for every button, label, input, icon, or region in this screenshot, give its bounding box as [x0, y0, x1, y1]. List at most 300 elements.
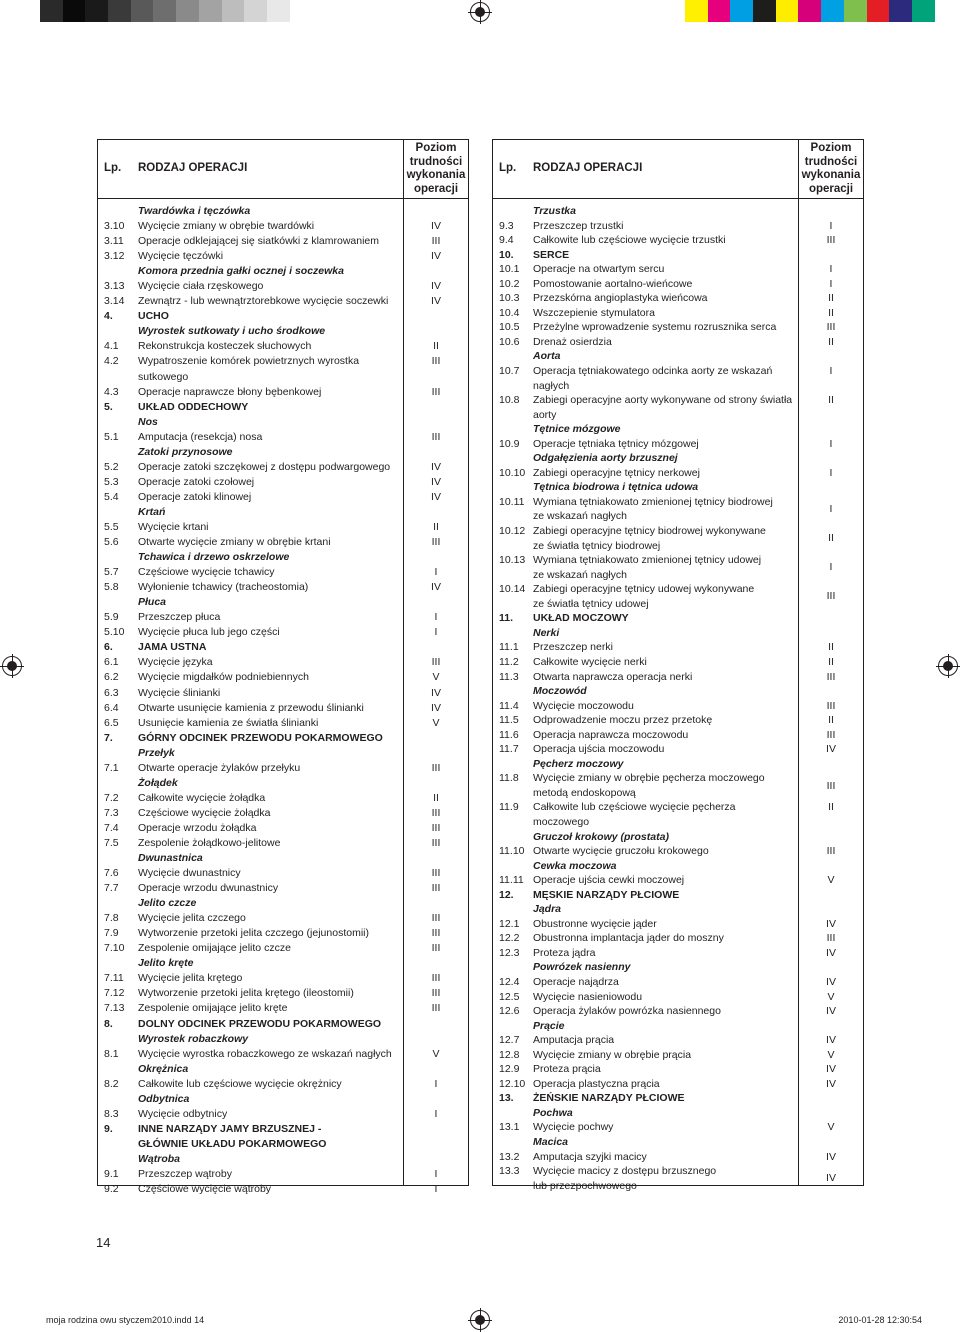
operation-name: Dwunastnica: [138, 852, 203, 865]
table-row: [98, 1107, 468, 1122]
table-row: [493, 553, 863, 582]
operation-name: GÓRNY ODCINEK PRZEWODU POKARMOWEGO: [138, 731, 383, 744]
row-number: 7.8: [104, 912, 119, 925]
operation-name: Pomostowanie aortalno-wieńcowe: [533, 277, 693, 290]
difficulty-level: IV: [826, 1063, 836, 1076]
operation-name: Przeżylne wprowadzenie systemu rozrusznika serca: [533, 321, 777, 334]
row-number: 8.1: [104, 1047, 119, 1060]
difficulty-level: V: [432, 716, 440, 729]
difficulty-level: V: [432, 671, 440, 684]
section-subheading-row: [98, 896, 468, 911]
operation-name: Operacje ujścia cewki moczowej: [533, 874, 685, 887]
operation-name: Operacje najądrza: [533, 975, 619, 988]
section-subheading-row: [98, 1152, 468, 1167]
table-row: [98, 1001, 468, 1016]
color-swatch: [176, 0, 199, 22]
difficulty-level: I: [829, 219, 833, 232]
column-header-name: RODZAJ OPERACJI: [533, 162, 643, 174]
operation-name: Zespolenie omijające jelito czcze: [138, 942, 291, 955]
difficulty-level: III: [431, 836, 441, 849]
registration-mark-icon: [470, 1310, 490, 1330]
row-number: 4.3: [104, 385, 119, 398]
table-row: [493, 335, 863, 350]
slug-timestamp: 2010-01-28 12:30:54: [838, 1315, 922, 1325]
table-row: [98, 1167, 468, 1182]
section-subheading-row: [98, 746, 468, 761]
difficulty-level: IV: [431, 280, 441, 293]
color-swatch: [753, 0, 776, 22]
table-row: [493, 640, 863, 655]
row-number: 12.10: [499, 1077, 526, 1090]
operation-name: Operacja żylaków powrózka nasiennego: [533, 1005, 721, 1018]
row-number: 6.4: [104, 701, 119, 714]
table-row: [98, 986, 468, 1001]
difficulty-level: III: [431, 821, 441, 834]
operation-name: Komora przednia gałki ocznej i soczewka: [138, 265, 344, 278]
difficulty-level: II: [828, 655, 834, 668]
table-row: [493, 364, 863, 393]
operation-name: Wycięcie zmiany w obrębie pęcherza moczowego metodą endoskopową: [533, 772, 765, 799]
operation-name: Operacje zatoki szczękowej z dostępu podwargowego: [138, 460, 391, 473]
difficulty-level: II: [828, 306, 834, 319]
operation-name: Zabiegi operacyjne tętnicy nerkowej: [533, 466, 700, 479]
row-number: 8.: [104, 1017, 113, 1030]
table-row: [98, 821, 468, 836]
section-subheading-row: [493, 859, 863, 874]
color-swatch: [844, 0, 867, 22]
difficulty-level: I: [829, 503, 833, 516]
operation-name: Gruczoł krokowy (prostata): [533, 830, 669, 843]
row-number: 6.3: [104, 686, 119, 699]
operation-name: Tętnica biodrowa i tętnica udowa: [533, 481, 699, 494]
operation-name: Całkowite wycięcie nerki: [533, 655, 647, 668]
row-number: 6.2: [104, 671, 119, 684]
operation-name: Zespolenie omijające jelito kręte: [138, 1002, 288, 1015]
table-row: [98, 385, 468, 400]
row-number: 5.3: [104, 475, 119, 488]
operation-name: Nerki: [533, 626, 560, 639]
operation-name: Operacje naprawcze błony bębenkowej: [138, 385, 322, 398]
row-number: 7.3: [104, 806, 119, 819]
table-row: [98, 249, 468, 264]
table-row: [98, 565, 468, 580]
table-row: [493, 1120, 863, 1135]
operation-name: Wypatroszenie komórek powietrznych wyrostka sutkowego: [138, 355, 360, 383]
row-number: 9.2: [104, 1183, 119, 1196]
row-number: 9.3: [499, 219, 514, 232]
row-number: 12.7: [499, 1034, 520, 1047]
operation-name: Pochwa: [533, 1106, 573, 1119]
table-row: [98, 339, 468, 354]
table-row: [493, 277, 863, 292]
column-header-lp: Lp.: [104, 162, 122, 174]
color-swatch: [708, 0, 731, 22]
difficulty-level: I: [434, 566, 438, 579]
difficulty-level: IV: [431, 295, 441, 308]
color-swatch: [244, 0, 267, 22]
registration-mark-icon: [470, 2, 490, 22]
operation-name: Wycięcie pochwy: [533, 1121, 614, 1134]
table-row: [493, 393, 863, 422]
difficulty-level: III: [826, 590, 836, 603]
color-swatch: [40, 0, 63, 22]
operation-name: Proteza prącia: [533, 1063, 601, 1076]
operation-name: Przeszczep wątroby: [138, 1168, 232, 1180]
operation-name: Przełyk: [138, 746, 175, 759]
row-number: 8.2: [104, 1077, 119, 1090]
difficulty-level: III: [826, 932, 836, 945]
table-row: [98, 625, 468, 640]
difficulty-level: IV: [826, 1034, 836, 1047]
section-subheading-row: [493, 349, 863, 364]
row-number: 6.1: [104, 656, 119, 669]
table-row: [493, 975, 863, 990]
row-number: 12.6: [499, 1005, 520, 1018]
operation-name: ŻEŃSKIE NARZĄDY PŁCIOWE: [533, 1092, 685, 1105]
table-row: [98, 686, 468, 701]
row-number: 7.1: [104, 761, 119, 774]
row-number: 9.1: [104, 1168, 119, 1180]
difficulty-level: IV: [431, 460, 441, 473]
difficulty-level: IV: [826, 1150, 836, 1163]
operation-name: Odbytnica: [138, 1092, 190, 1105]
operation-name: Proteza jądra: [533, 946, 596, 959]
operation-name: Wyłonienie tchawicy (tracheostomia): [138, 581, 309, 594]
table-row: [493, 262, 863, 277]
difficulty-level: III: [431, 882, 441, 895]
row-number: 12.9: [499, 1063, 520, 1076]
row-number: 11.5: [499, 714, 519, 727]
table-row: [98, 475, 468, 490]
operation-name: INNE NARZĄDY JAMY BRZUSZNEJ - GŁÓWNIE UKŁADU POKARMOWEGO: [138, 1122, 327, 1150]
row-number: 11.11: [499, 874, 524, 887]
row-number: 7.12: [104, 987, 125, 1000]
section-subheading-row: [493, 1019, 863, 1034]
operation-name: Operacje na otwartym sercu: [533, 263, 665, 276]
difficulty-level: IV: [826, 946, 836, 959]
difficulty-level: II: [433, 520, 439, 533]
section-subheading-row: [98, 324, 468, 339]
operation-name: Wycięcie odbytnicy: [138, 1107, 228, 1120]
operations-table-right: [492, 139, 864, 1192]
table-row: [98, 234, 468, 249]
operation-name: Wycięcie wyrostka robaczkowego ze wskazań nagłych: [138, 1047, 392, 1060]
grayscale-color-bar: [40, 0, 290, 22]
operation-name: Krtań: [138, 505, 166, 518]
table-row: [493, 219, 863, 234]
operation-name: SERCE: [533, 248, 570, 261]
difficulty-level: IV: [431, 581, 441, 594]
operation-name: Zewnątrz - lub wewnątrztorebkowe wycięcie soczewki: [138, 295, 389, 308]
operation-name: Macica: [533, 1136, 569, 1148]
table-row: [98, 670, 468, 685]
operation-name: Wycięcie macicy z dostępu brzusznego lub przezpochwowego: [533, 1165, 717, 1192]
row-number: 7.2: [104, 791, 119, 804]
difficulty-level: IV: [826, 917, 836, 930]
row-number: 5.1: [104, 430, 119, 443]
table-row: [493, 291, 863, 306]
operation-name: Tętnice mózgowe: [533, 423, 621, 436]
table-header: [493, 140, 863, 199]
difficulty-level: III: [431, 942, 441, 955]
difficulty-level: III: [431, 355, 441, 368]
row-number: 5.6: [104, 536, 119, 549]
operation-name: Całkowite lub częściowe wycięcie trzustki: [533, 234, 726, 247]
difficulty-level: I: [434, 1107, 438, 1120]
difficulty-level: V: [827, 874, 835, 887]
difficulty-level: I: [829, 466, 833, 479]
difficulty-level: III: [431, 430, 441, 443]
difficulty-level: I: [434, 1183, 438, 1196]
operation-name: Wycięcie nasieniowodu: [533, 990, 643, 1003]
operation-name: Operacje zatoki klinowej: [138, 490, 252, 503]
section-subheading-row: [493, 480, 863, 495]
operation-name: Zatoki przynosowe: [138, 445, 233, 458]
table-row: [98, 911, 468, 926]
table-row: [98, 294, 468, 309]
row-number: 7.10: [104, 942, 125, 955]
operation-name: Twardówka i tęczówka: [138, 205, 251, 217]
table-body: [493, 199, 863, 1193]
operation-name: Okrężnica: [138, 1062, 189, 1075]
difficulty-level: IV: [431, 475, 441, 488]
row-number: 10.5: [499, 321, 520, 334]
table-row: [493, 800, 863, 829]
registration-mark-icon: [938, 656, 958, 676]
table-row: [98, 1077, 468, 1092]
operation-name: Aorta: [533, 350, 561, 363]
difficulty-level: IV: [826, 1172, 836, 1185]
section-subheading-row: [98, 1092, 468, 1107]
operation-name: Wycięcie moczowodu: [533, 699, 634, 712]
operation-name: Wyrostek sutkowaty i ucho środkowe: [138, 325, 326, 338]
color-swatch: [889, 0, 912, 22]
difficulty-level: II: [828, 292, 834, 305]
operation-name: Otwarte wycięcie zmiany w obrębie krtani: [138, 536, 331, 549]
section-subheading-row: [98, 204, 468, 219]
difficulty-level: I: [829, 437, 833, 450]
difficulty-level: I: [434, 626, 438, 639]
color-swatch: [730, 0, 753, 22]
table-row: [493, 742, 863, 757]
operation-name: Otwarta naprawcza operacja nerki: [533, 670, 693, 683]
section-heading-row: [98, 400, 468, 415]
row-number: 5.7: [104, 566, 119, 579]
row-number: 5.4: [104, 490, 119, 503]
operation-name: Żołądek: [138, 776, 178, 789]
table-row: [493, 655, 863, 670]
color-swatch: [222, 0, 245, 22]
row-number: 5.8: [104, 581, 119, 594]
color-swatch: [685, 0, 708, 22]
row-number: 10.11: [499, 495, 525, 508]
difficulty-level: IV: [826, 1005, 836, 1018]
operation-name: Cewka moczowa: [533, 859, 617, 872]
color-swatch: [199, 0, 222, 22]
operation-name: Operacje wrzodu dwunastnicy: [138, 882, 279, 895]
table-row: [493, 1077, 863, 1092]
operation-name: Wycięcie migdałków podniebiennych: [138, 671, 309, 684]
difficulty-level: V: [827, 990, 835, 1003]
operation-name: Zabiegi operacyjne tętnicy biodrowej wykonywane ze światła tętnicy biodrowej: [533, 525, 766, 552]
difficulty-level: I: [829, 365, 833, 378]
difficulty-level: III: [431, 1002, 441, 1015]
operation-name: Operacja tętniakowatego odcinka aorty ze wskazań nagłych: [533, 365, 773, 392]
row-number: 5.5: [104, 520, 119, 533]
table-row: [493, 466, 863, 481]
table-row: [98, 354, 468, 384]
operation-name: Prącie: [533, 1019, 565, 1032]
section-subheading-row: [98, 595, 468, 610]
operation-name: Wycięcie płuca lub jego części: [138, 626, 280, 639]
operation-name: Wycięcie jelita czczego: [138, 912, 246, 925]
table-row: [493, 931, 863, 946]
column-header-level: Poziom trudności wykonania operacji: [798, 140, 863, 198]
operation-name: Wytworzenie przetoki jelita krętego (ileostomii): [138, 987, 354, 1000]
table-row: [98, 580, 468, 595]
difficulty-level: II: [433, 340, 439, 353]
row-number: 10.14: [499, 583, 526, 596]
row-number: 10.10: [499, 466, 526, 479]
operation-name: Wymiana tętniakowato zmienionej tętnicy udowej ze wskazań nagłych: [533, 554, 762, 581]
section-subheading-row: [493, 684, 863, 699]
operation-name: Jądra: [533, 903, 562, 916]
row-number: 4.2: [104, 355, 119, 368]
difficulty-level: III: [826, 699, 836, 712]
section-subheading-row: [493, 830, 863, 845]
table-row: [98, 430, 468, 445]
color-swatch: [821, 0, 844, 22]
difficulty-level: III: [431, 927, 441, 940]
table-row: [493, 1062, 863, 1077]
difficulty-level: III: [826, 321, 836, 334]
operation-name: Operacje zatoki czołowej: [138, 475, 255, 488]
difficulty-level: III: [431, 235, 441, 248]
difficulty-level: IV: [431, 701, 441, 714]
table-row: [493, 990, 863, 1005]
section-heading-row: [493, 888, 863, 903]
operation-name: Wytworzenie przetoki jelita czczego (jejunostomii): [138, 927, 369, 940]
operation-name: Całkowite lub częściowe wycięcie okrężnicy: [138, 1077, 342, 1090]
operation-name: Operacje odklejającej się siatkówki z klamrowaniem: [138, 235, 380, 248]
table-row: [98, 520, 468, 535]
row-number: 12.5: [499, 990, 520, 1003]
row-number: 12.4: [499, 975, 520, 988]
difficulty-level: IV: [431, 490, 441, 503]
operation-name: Nos: [138, 415, 158, 428]
difficulty-level: IV: [431, 220, 441, 233]
difficulty-level: IV: [431, 686, 441, 699]
color-swatch: [153, 0, 176, 22]
operation-name: UCHO: [138, 310, 169, 323]
section-subheading-row: [493, 626, 863, 641]
row-number: 11.8: [499, 772, 519, 785]
row-number: 3.13: [104, 280, 125, 293]
operation-name: Częściowe wycięcie wątroby: [138, 1183, 272, 1196]
section-subheading-row: [493, 422, 863, 437]
row-number: 12.1: [499, 917, 520, 930]
difficulty-level: IV: [431, 250, 441, 263]
operation-name: Płuca: [138, 596, 167, 609]
difficulty-level: I: [829, 277, 833, 290]
table-row: [493, 873, 863, 888]
table-row: [98, 761, 468, 776]
operation-name: Powrózek nasienny: [533, 961, 631, 974]
section-heading-row: [98, 640, 468, 655]
table-row: [98, 1182, 468, 1197]
operation-name: Otwarte usunięcie kamienia z przewodu ślinianki: [138, 701, 364, 714]
section-heading-row: [98, 1017, 468, 1032]
table-row: [98, 655, 468, 670]
operation-name: JAMA USTNA: [138, 641, 207, 654]
operation-name: Zespolenie żołądkowo-jelitowe: [138, 836, 281, 849]
row-number: 5.9: [104, 611, 119, 624]
table-row: [493, 1150, 863, 1165]
row-number: 10.: [499, 248, 514, 261]
difficulty-level: III: [431, 806, 441, 819]
section-subheading-row: [493, 1135, 863, 1150]
row-number: 7.6: [104, 867, 119, 880]
section-subheading-row: [98, 1062, 468, 1077]
operation-name: Wycięcie dwunastnicy: [138, 867, 241, 880]
table-row: [493, 495, 863, 524]
color-swatch: [131, 0, 154, 22]
table-row: [98, 279, 468, 294]
operations-table-left: [97, 139, 469, 1196]
difficulty-level: III: [431, 972, 441, 985]
section-subheading-row: [98, 550, 468, 565]
difficulty-level: III: [826, 234, 836, 247]
row-number: 7.7: [104, 882, 119, 895]
color-swatch: [85, 0, 108, 22]
table-row: [493, 699, 863, 714]
section-subheading-row: [98, 505, 468, 520]
row-number: 5.2: [104, 460, 119, 473]
operation-name: Operacje tętniaka tętnicy mózgowej: [533, 437, 699, 450]
operation-name: Odgałęzienia aorty brzusznej: [533, 452, 678, 465]
operation-name: Zabiegi operacyjne tętnicy udowej wykonywane ze światła tętnicy udowej: [533, 583, 755, 610]
row-number: 10.1: [499, 263, 520, 276]
color-swatch: [867, 0, 890, 22]
operation-name: Pęcherz moczowy: [533, 757, 624, 770]
row-number: 10.12: [499, 525, 526, 538]
operation-name: Jelito kręte: [138, 957, 194, 970]
difficulty-level: II: [828, 641, 834, 654]
section-heading-row: [98, 731, 468, 746]
table-row: [98, 535, 468, 550]
row-number: 6.: [104, 641, 113, 654]
section-subheading-row: [98, 956, 468, 971]
section-heading-row: [493, 1091, 863, 1106]
operation-name: Obustronna implantacja jąder do moszny: [533, 932, 724, 945]
section-subheading-row: [98, 851, 468, 866]
operation-name: Przeszczep nerki: [533, 641, 613, 654]
section-heading-row: [493, 248, 863, 263]
row-number: 10.8: [499, 394, 520, 407]
row-number: 11.10: [499, 845, 525, 858]
table-body: [98, 199, 468, 1197]
row-number: 7.4: [104, 821, 119, 834]
operation-name: Przeszczep płuca: [138, 611, 221, 624]
table-row: [493, 320, 863, 335]
operation-name: DOLNY ODCINEK PRZEWODU POKARMOWEGO: [138, 1017, 382, 1030]
section-heading-row: [98, 309, 468, 324]
operation-name: Całkowite lub częściowe wycięcie pęcherza moczowego: [533, 801, 736, 828]
difficulty-level: II: [828, 801, 834, 814]
operation-name: Przezskórna angioplastyka wieńcowa: [533, 292, 708, 305]
column-header-level: Poziom trudności wykonania operacji: [403, 140, 468, 198]
operation-name: Amputacja szyjki macicy: [533, 1150, 647, 1163]
